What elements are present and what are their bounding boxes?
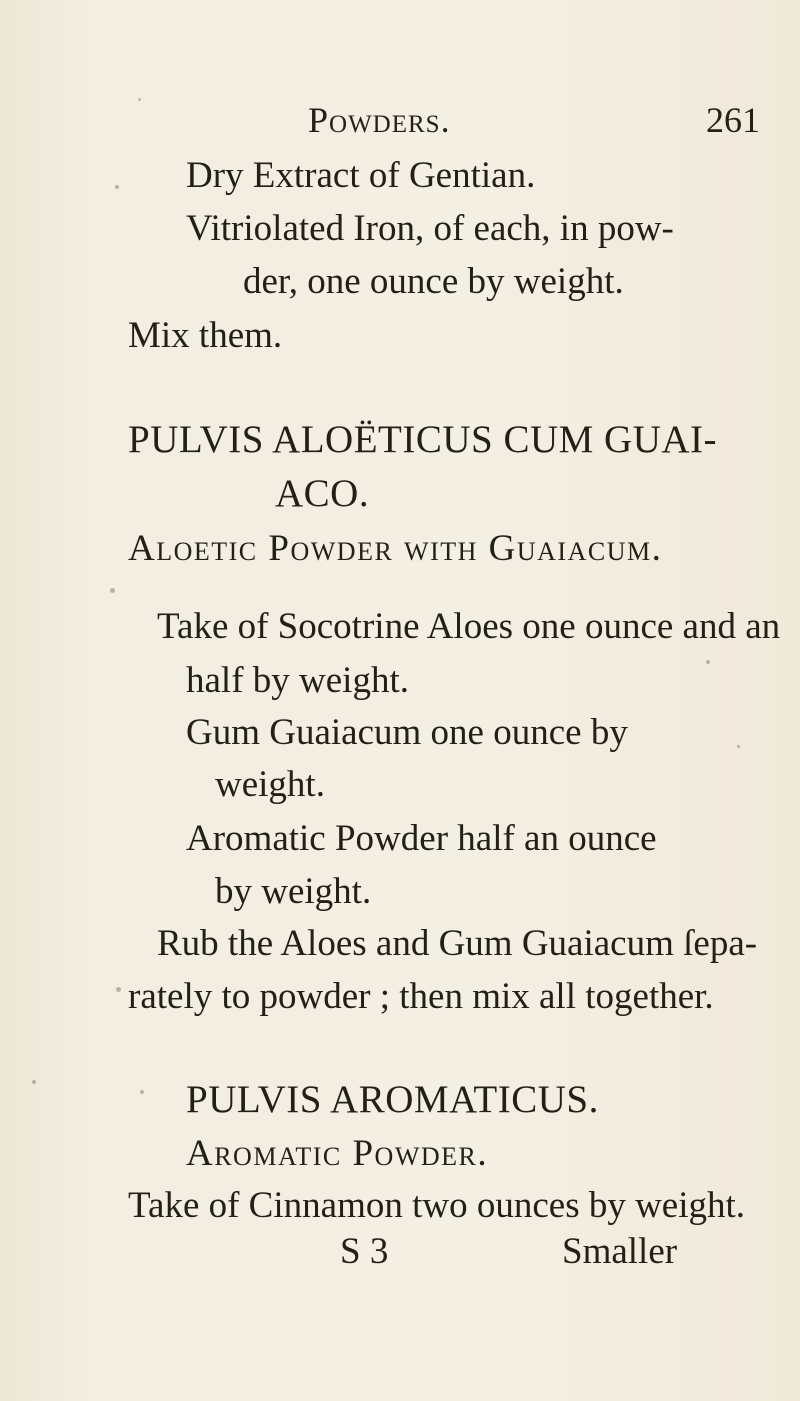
signature-mark: S 3: [340, 1231, 389, 1272]
recipe-line: Aromatic Powder half an ounce: [186, 818, 657, 859]
page-number: 261: [706, 100, 760, 140]
paper-speck: [138, 98, 141, 101]
paper-speck: [110, 588, 115, 593]
section-subtitle: Aromatic Powder.: [186, 1133, 489, 1174]
recipe-instruction: Rub the Aloes and Gum Guaiacum ſepa-: [157, 923, 758, 964]
running-header-title: Powders.: [308, 100, 451, 140]
section-title: PULVIS ALOËTICUS CUM GUAI-: [128, 418, 718, 461]
recipe-line: Gum Guaiacum one ounce by: [186, 712, 628, 753]
recipe-line: Take of Cinnamon two ounces by weight.: [128, 1185, 746, 1226]
paper-speck: [140, 1090, 144, 1094]
paper-speck: [32, 1080, 36, 1084]
paper-speck: [115, 185, 119, 189]
paper-speck: [737, 745, 740, 748]
section-title: PULVIS AROMATICUS.: [186, 1078, 599, 1121]
recipe-instruction: rately to powder ; then mix all together.: [128, 976, 714, 1017]
recipe-instruction: Mix them.: [128, 315, 283, 356]
section-subtitle: Aloetic Powder with Guaiacum.: [128, 528, 663, 569]
recipe-line: Take of Socotrine Aloes one ounce and an: [157, 606, 781, 647]
recipe-line: der, one ounce by weight.: [243, 261, 624, 302]
section-title-continued: ACO.: [275, 472, 370, 515]
recipe-line: by weight.: [215, 871, 372, 912]
recipe-line: weight.: [215, 764, 325, 805]
catchword: Smaller: [562, 1231, 678, 1272]
recipe-line: Vitriolated Iron, of each, in pow-: [186, 208, 674, 249]
recipe-line: Dry Extract of Gentian.: [186, 155, 536, 196]
paper-speck: [706, 660, 710, 664]
recipe-line: half by weight.: [186, 660, 409, 701]
paper-speck: [116, 987, 121, 992]
